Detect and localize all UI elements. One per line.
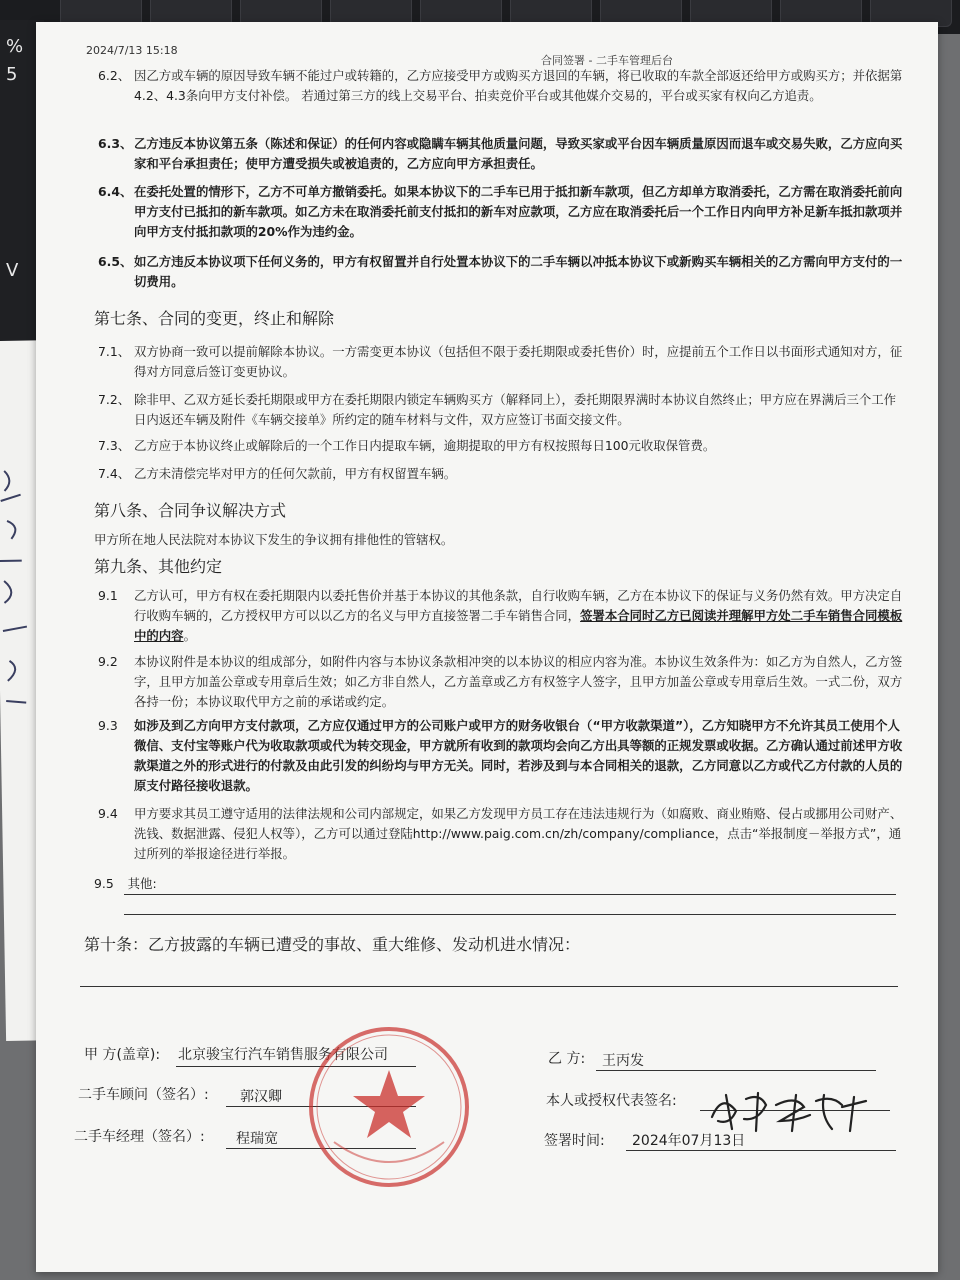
clause-number: 9.3	[98, 718, 118, 733]
clause-number: 9.2	[98, 654, 118, 669]
handwriting-scribble	[0, 460, 41, 721]
party-b-value: 王丙发	[602, 1053, 644, 1069]
representative-label: 本人或授权代表签名:	[546, 1093, 677, 1109]
section-8-title: 第八条、合同争议解决方式	[94, 501, 287, 520]
clause-number: 6.4、	[98, 184, 133, 199]
clause-text: 乙方未清偿完毕对甲方的任何欠款前，甲方有权留置车辆。	[134, 466, 457, 481]
clause-7-4	[86, 464, 906, 484]
clause-9-2	[86, 652, 906, 712]
clause-text: 因乙方或车辆的原因导致车辆不能过户或转籍的，乙方应接受甲方或购买方退回的车辆，将已收取的车款全部返还给甲方或购买方；并依据第4.2、4.3条向甲方支付补偿。 若通过第三方的线上交易平台、拍卖竞价平台或其他媒介交易的，平台或买家有权向乙方追责。	[134, 68, 903, 103]
advisor-value: 郭汉卿	[240, 1089, 282, 1105]
date-label: 签署时间:	[544, 1133, 605, 1149]
section-9-title: 第九条、其他约定	[94, 557, 223, 576]
fill-line	[124, 914, 896, 915]
clause-number: 7.2、	[98, 392, 131, 407]
clause-number: 6.3、	[98, 136, 133, 151]
clause-6-4	[86, 182, 906, 242]
clause-9-1	[86, 586, 906, 646]
clause-text: 乙方应于本协议终止或解除后的一个工作日内提取车辆，逾期提取的甲方有权按照每日100元收取保管费。	[134, 438, 716, 453]
party-b-label: 乙 方:	[548, 1051, 586, 1067]
clause-number: 9.5	[94, 876, 114, 891]
clause-number: 6.5、	[98, 254, 133, 269]
key-v: V	[6, 260, 19, 281]
clause-text: 除非甲、乙双方延长委托期限或甲方在委托期限内锁定车辆购买方（解释同上），委托期限界满时本协议自然终止；甲方应在界满后三个工作日内返还车辆及附件《车辆交接单》所约定的随车材料与文件，双方应签订书面交接文件。	[134, 392, 897, 427]
clause-text: 双方协商一致可以提前解除本协议。一方需变更本协议（包括但不限于委托期限或委托售价）时，应提前五个工作日以书面形式通知对方，征得对方同意后签订变更协议。	[134, 344, 903, 379]
clause-number: 7.3、	[98, 438, 131, 453]
clause-7-2	[86, 390, 906, 430]
clause-text: 如乙方违反本协议项下任何义务的，甲方有权留置并自行处置本协议下的二手车辆以冲抵本协议下或新购买车辆相关的乙方需向甲方支付的一切费用。	[134, 254, 903, 289]
party-a-label: 甲 方(盖章):	[84, 1047, 161, 1063]
clause-9-4	[86, 804, 906, 864]
fill-line	[80, 986, 898, 987]
clause-text: 如涉及到乙方向甲方支付款项，乙方应仅通过甲方的公司账户或甲方的财务收银台（“甲方收款渠道”），乙方知晓甲方不允许其员工使用个人微信、支付宝等账户代为收取款项或代为转交现金，甲方就所有收到的款项均会向乙方出具等额的正规发票或收据。乙方确认通过前述甲方收款渠道之外的形式进行的付款及由此引发的纠纷均与甲方无关。同时，若涉及到与本合同相关的退款，乙方同意以乙方或代乙方付款的人员的原支付路径接收退款。	[134, 718, 903, 793]
clause-label: 其他:	[127, 876, 157, 891]
print-title: 合同签署 - 二手车管理后台	[541, 54, 673, 67]
key-percent: %	[6, 36, 24, 57]
clause-tail: 。	[183, 628, 196, 643]
clause-6-2	[86, 66, 906, 106]
clause-number: 7.4、	[98, 466, 131, 481]
clause-number: 6.2、	[98, 68, 131, 83]
advisor-label: 二手车顾问（签名）:	[78, 1087, 209, 1103]
date-value: 2024年07月13日	[632, 1133, 746, 1149]
clause-body: 乙方认可，甲方有权在委托期限内以委托售价并基于本协议的其他条款，自行收购车辆，乙方在本协议下的保证与义务仍然有效。甲方决定自行收购车辆的，乙方授权甲方可以以乙方的名义与甲方直接签署二手车销售合同，	[134, 588, 903, 623]
clause-6-5	[86, 252, 906, 292]
fill-line	[626, 1150, 896, 1151]
clause-9-5	[94, 874, 157, 892]
clause-7-3	[86, 436, 906, 456]
clause-text	[134, 586, 906, 646]
handwritten-signature	[706, 1087, 876, 1137]
key-five: 5	[6, 64, 18, 85]
print-timestamp: 2024/7/13 15:18	[86, 44, 178, 57]
clause-6-3	[86, 134, 906, 174]
clause-emphasis: 签署本合同时乙方已阅读并理解甲方处二手车销售合同模板中的内容	[134, 608, 903, 643]
clause-number: 9.1	[98, 588, 118, 603]
clause-text: 甲方要求其员工遵守适用的法律法规和公司内部规定，如果乙方发现甲方员工存在违法违规行为（如腐败、商业贿赂、侵占或挪用公司财产、洗钱、数据泄露、侵犯人权等），乙方可以通过登陆http://www.paig.com.cn/zh/company/compliance，点击“举报制度－举报方式”，通过所列的举报途径进行举报。	[134, 806, 903, 861]
party-a-value: 北京骏宝行汽车销售服务有限公司	[178, 1047, 388, 1063]
clause-text: 乙方违反本协议第五条（陈述和保证）的任何内容或隐瞒车辆其他质量问题，导致买家或平台因车辆质量原因而退车或交易失败，乙方应向买家和平台承担责任；使甲方遭受损失或被追责的，乙方应向甲方承担责任。	[134, 136, 903, 171]
clause-7-1	[86, 342, 906, 382]
clause-9-3	[86, 716, 906, 796]
section-10-title: 第十条：乙方披露的车辆已遭受的事故、重大维修、发动机进水情况：	[84, 935, 581, 954]
clause-text: 在委托处置的情形下，乙方不可单方撤销委托。如果本协议下的二手车已用于抵扣新车款项，但乙方却单方取消委托，乙方需在取消委托前向甲方支付已抵扣的新车款项。如乙方未在取消委托前支付抵扣的新车对应款项，乙方应在取消委托后一个工作日内向甲方补足新车抵扣款项并向甲方支付抵扣款项的20%作为违约金。	[134, 184, 903, 239]
manager-label: 二手车经理（签名）:	[74, 1129, 205, 1145]
company-seal-stamp	[304, 1022, 474, 1192]
section-7-title: 第七条、合同的变更，终止和解除	[94, 309, 335, 328]
clause-number: 7.1、	[98, 344, 131, 359]
fill-line	[596, 1070, 876, 1071]
contract-page	[36, 22, 938, 1272]
section-8-text: 甲方所在地人民法院对本协议下发生的争议拥有排他性的管辖权。	[94, 532, 454, 547]
fill-line	[124, 894, 896, 895]
manager-value: 程瑞宽	[236, 1131, 278, 1147]
clause-text: 本协议附件是本协议的组成部分，如附件内容与本协议条款相冲突的以本协议的相应内容为准。本协议生效条件为：如乙方为自然人，乙方签字，且甲方加盖公章或专用章后生效；如乙方非自然人，乙方盖章或乙方有权签字人签字，且甲方加盖公章或专用章后生效。一式二份，双方各持一份；本协议取代甲方之前的承诺或约定。	[134, 654, 903, 709]
clause-number: 9.4	[98, 806, 118, 821]
